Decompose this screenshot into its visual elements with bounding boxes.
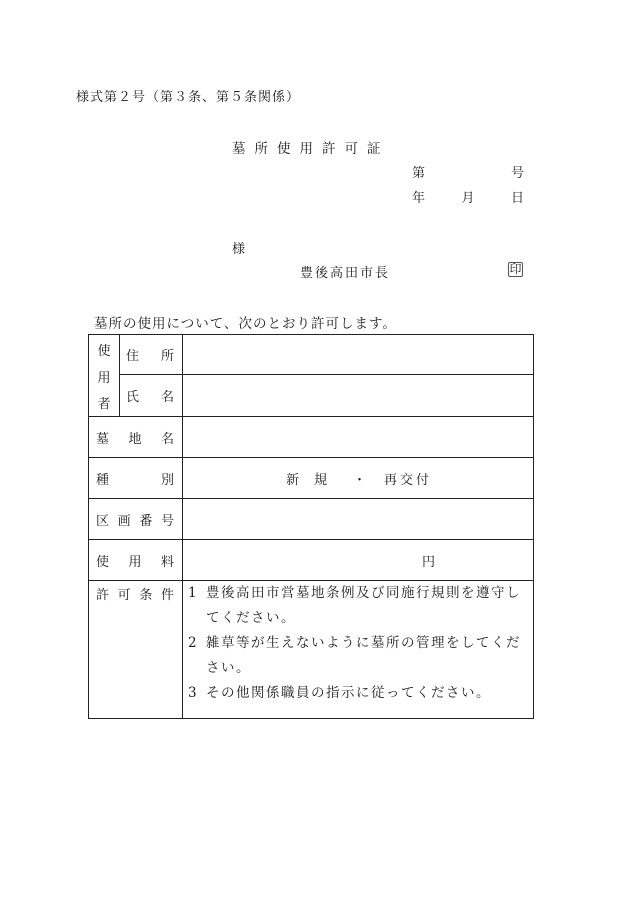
intro-text: 墓所の使用について、次のとおり許可します。 (94, 316, 397, 332)
permit-table (88, 334, 534, 719)
permit-number-line (412, 162, 524, 181)
name-label: 氏 名 (126, 390, 174, 405)
addressee-suffix: 様 (232, 242, 246, 257)
date-month: 月 (461, 191, 475, 206)
conditions-list (188, 581, 522, 706)
section-number-label: 区 画 番 号 (96, 513, 174, 529)
usage-fee-label: 使 用 料 (96, 554, 174, 570)
number-prefix: 第 (412, 166, 426, 181)
category-options (183, 458, 533, 498)
issue-date-line (412, 187, 524, 206)
condition-item: 1 豊後高田市営墓地条例及び同施行規則を遵守してください。 (188, 585, 521, 626)
address-field[interactable] (183, 335, 533, 374)
category-new-option[interactable]: 新 規 (286, 472, 329, 488)
date-year: 年 (412, 191, 426, 206)
form-number-label: 様式第２号（第３条、第５条関係） (76, 90, 301, 105)
cemetery-field[interactable] (183, 417, 533, 457)
category-reissue-option[interactable]: 再交付 (384, 472, 433, 488)
condition-item: 2 雑草等が生えないように墓所の管理をしてください。 (188, 635, 521, 676)
address-label: 住 所 (126, 348, 174, 364)
conditions-label: 許 可 条 件 (96, 587, 174, 603)
section-number-field[interactable] (183, 499, 533, 539)
date-day: 日 (510, 191, 524, 206)
name-field[interactable] (183, 375, 533, 416)
seal-mark: 印 (509, 262, 522, 276)
category-label: 種 別 (96, 472, 174, 488)
cemetery-label: 墓 地 名 (96, 431, 174, 447)
category-separator: ・ (353, 472, 367, 488)
user-group-label: 使 用 者 (97, 344, 111, 412)
usage-fee-field[interactable] (183, 540, 533, 580)
number-suffix: 号 (510, 166, 524, 181)
document-title: 墓所使用許可証 (232, 141, 390, 157)
issuer-name: 豊後高田市長 (300, 266, 391, 281)
yen-unit: 円 (422, 554, 436, 570)
condition-item: 3 その他関係職員の指示に従ってください。 (188, 685, 491, 701)
